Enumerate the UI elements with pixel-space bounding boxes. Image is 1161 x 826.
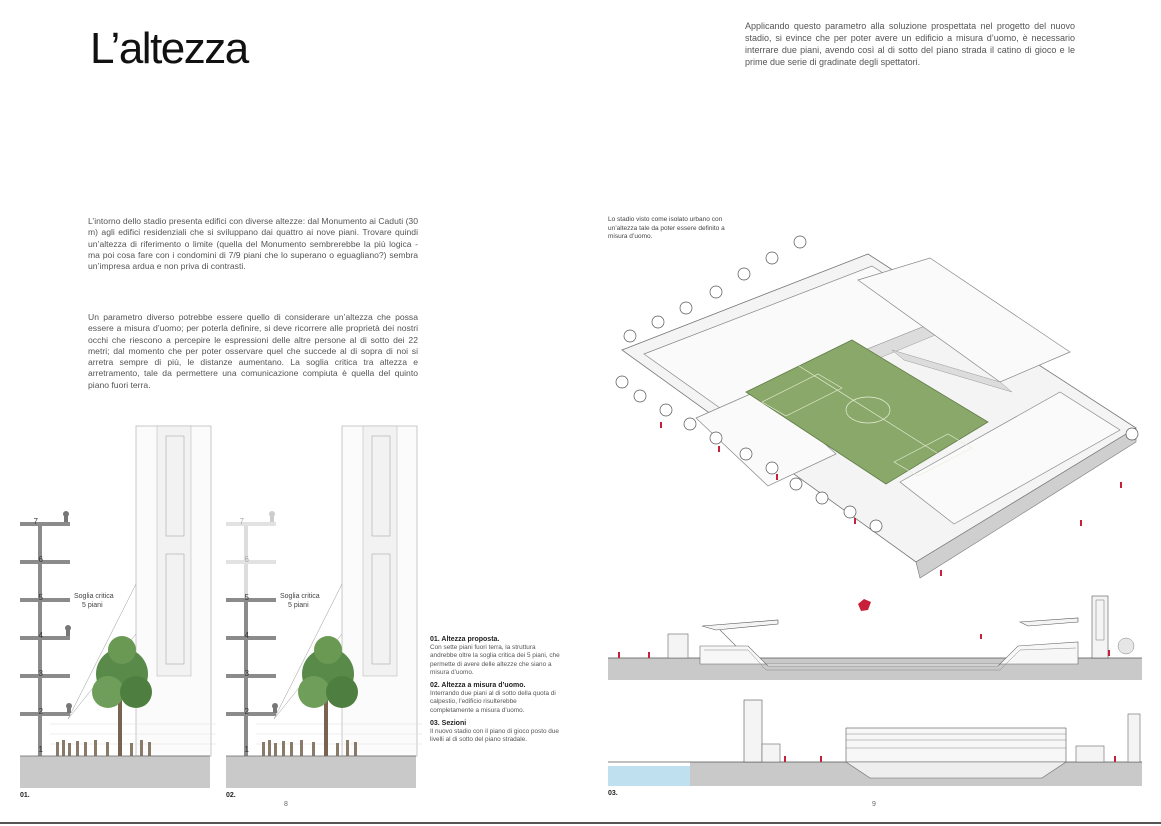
- intro-paragraph: Applicando questo parametro alla soluzione prospettata nel progetto del nuovo stadio, si evince che per poter avere un edificio a misura d’uomo, è necessario interrare due piani, avendo così al di sotto del piano strada il catino di gioco e le prime due serie di gradinate degli spettatori.: [745, 21, 1075, 67]
- threshold-floors: 5 piani: [288, 602, 309, 609]
- floor-label-2: 2: [38, 707, 43, 716]
- floor-label-3: 3: [244, 669, 249, 678]
- floor-label-1: 1: [38, 745, 43, 754]
- page-number-right: 9: [872, 801, 876, 808]
- floor-label-5: 5: [244, 593, 249, 602]
- paragraph-1: L’intorno dello stadio presenta edifici con diverse altezze: dal Monumento ai Caduti (30 m) agli edifici residenziali che si sviluppano dai quattro ai nove piani. Trovare quindi un’altezza di riferimento o limite (quella del Monumento sembrerebbe la più logica - ma poi cosa fare con i condomini di 7/9 piani che lo superano o eguagliano?) sembra un’impresa ardua e non priva di contrasti.: [88, 216, 418, 272]
- page-number-left: 8: [284, 801, 288, 808]
- caption-2-title: 02. Altezza a misura d’uomo.: [430, 682, 526, 690]
- floor-label-3: 3: [38, 669, 43, 678]
- diagram-altezza-proposta: [20, 424, 216, 790]
- paragraph-2: Un parametro diverso potrebbe essere quello di considerare un’altezza che possa essere a misura d’uomo; per poterla definire, si deve ricorrere alle proprietà dei nostri occhi che riescono a percepire le espressioni delle altre persone al di sotto dei 22 metri; dal momento che per poter osservare quel che succede al di sopra di noi si arretra sempre di più, le distanze aumentano. La soglia critica tra altezza e arretramento, tale da permettere una comunicazione compiuta è quella del quinto piano fuori terra.: [88, 312, 418, 390]
- diagram-1-label: 01.: [20, 792, 30, 799]
- caption-2-text: Interrando due piani al di sotto della quota di calpestio, l’edificio risulterebbe completamente a misura d’uomo.: [430, 690, 556, 714]
- diagram-altezza-misura-uomo: [226, 424, 422, 790]
- threshold-floors: 5 piani: [82, 602, 103, 609]
- floor-label-7: 7: [239, 517, 244, 526]
- threshold-label: Soglia critica: [280, 593, 320, 600]
- caption-1: [430, 636, 562, 677]
- floor-label-6: 6: [244, 555, 249, 564]
- floor-label-6: 6: [38, 555, 43, 564]
- page-title: L’altezza: [90, 24, 248, 73]
- floor-label-4: 4: [244, 631, 249, 640]
- diagram-2-label: 02.: [226, 792, 236, 799]
- floor-label-4: 4: [38, 631, 43, 640]
- floor-label-1: 1: [244, 745, 249, 754]
- section-label: 03.: [608, 790, 618, 797]
- caption-1-title: 01. Altezza proposta.: [430, 636, 500, 643]
- captions: [430, 636, 562, 749]
- caption-3: [430, 720, 562, 745]
- page-bottom-rule: [0, 822, 1161, 824]
- stadium-axonometric: [600, 232, 1145, 584]
- floor-label-7: 7: [33, 517, 38, 526]
- floor-label-5: 5: [38, 593, 43, 602]
- section-bottom: [608, 694, 1142, 792]
- threshold-label: Soglia critica: [74, 593, 114, 600]
- caption-3-title: 03. Sezioni: [430, 719, 467, 727]
- axonometric-caption: Lo stadio visto come isolato urbano con un’altezza tale da poter essere definito a misura d’uomo.: [608, 216, 725, 240]
- caption-3-text: Il nuovo stadio con il piano di gioco posto due livelli al di sotto del piano stradale.: [430, 728, 559, 744]
- section-top: [608, 590, 1142, 682]
- caption-1-text: Con sette piani fuori terra, la struttura andrebbe oltre la soglia critica dei 5 piani, che permette di avere delle altezze che siano a misura d’uomo.: [430, 644, 560, 676]
- floor-label-2: 2: [244, 707, 249, 716]
- caption-2: [430, 682, 562, 715]
